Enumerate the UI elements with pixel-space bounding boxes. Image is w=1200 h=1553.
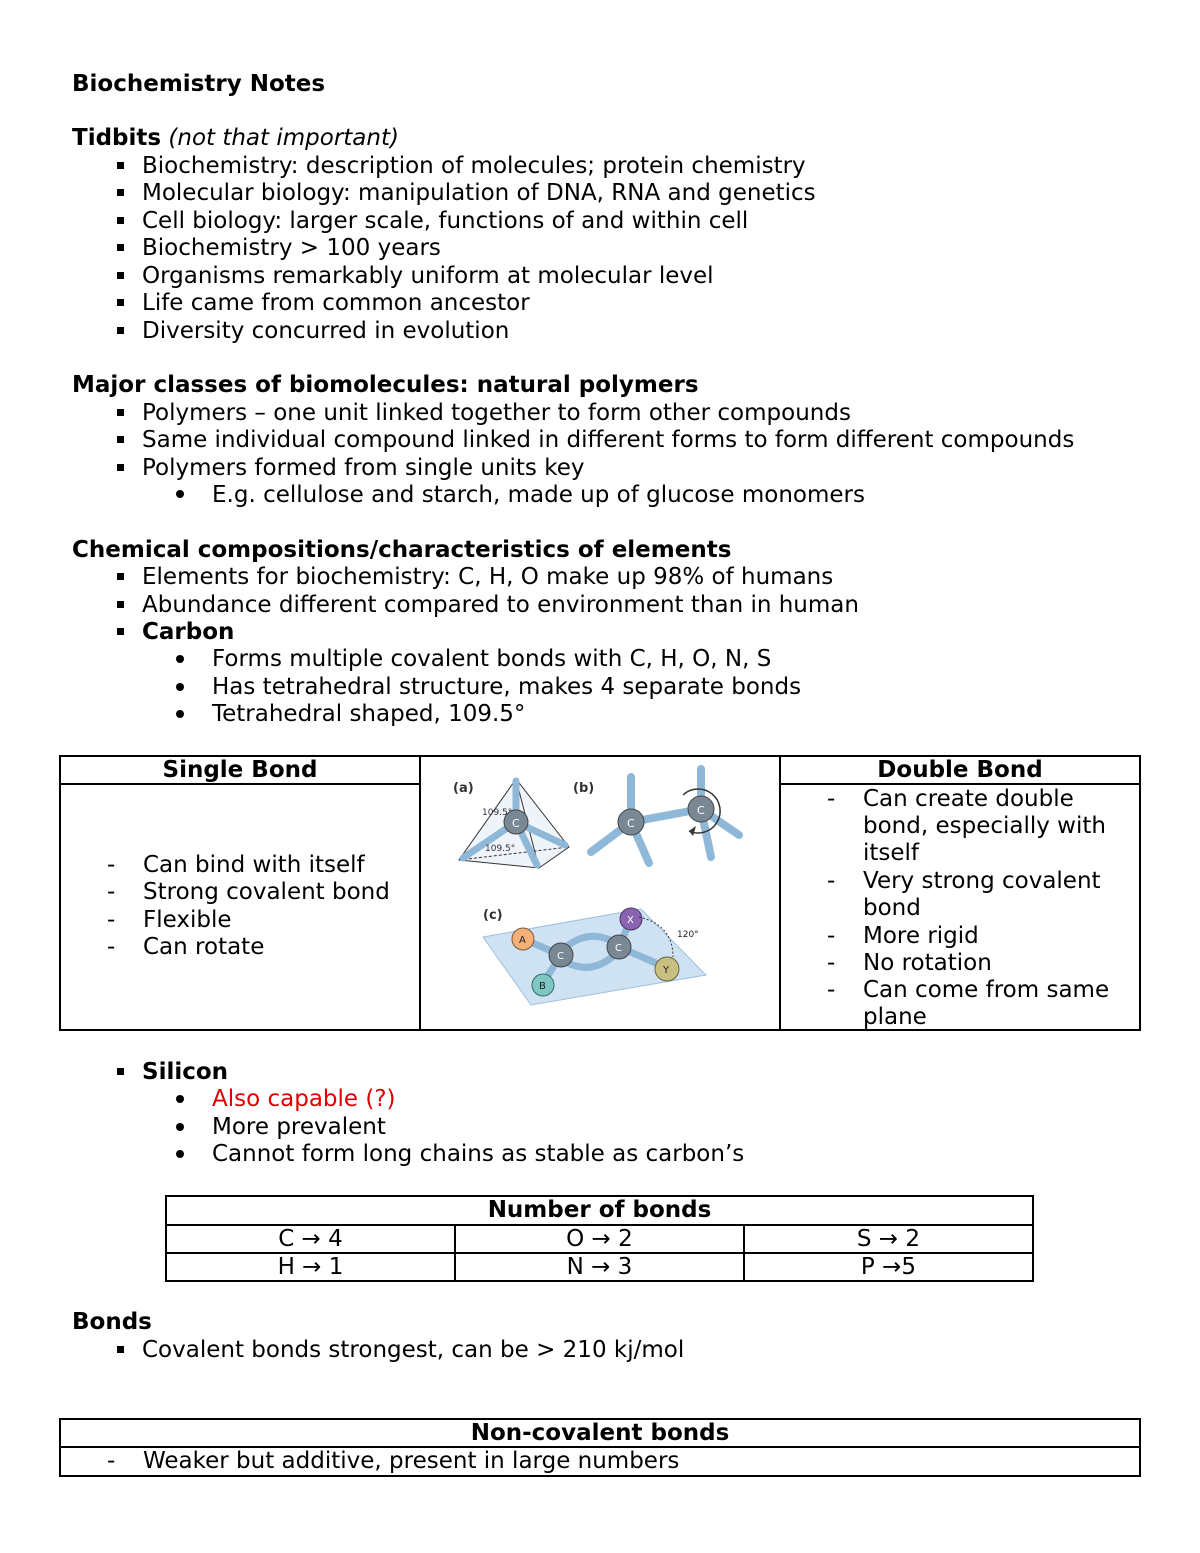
dash-bullet-icon: - xyxy=(827,950,836,976)
sub-list-item: E.g. cellulose and starch, made up of glucose monomers xyxy=(212,482,865,508)
list-item: Can bind with itself xyxy=(143,852,365,878)
dash-bullet-icon: - xyxy=(107,879,116,905)
square-bullet-icon xyxy=(117,217,124,224)
double-bond-plane-diagram xyxy=(483,908,706,1005)
table-cell: C → 4 xyxy=(166,1225,455,1253)
list-item: Covalent bonds strongest, can be > 210 kj/mol xyxy=(142,1337,685,1363)
carbon-atom-label: C xyxy=(615,943,622,954)
tidbits-heading-text: Tidbits xyxy=(72,125,162,151)
list-item: Flexible xyxy=(143,907,232,933)
single-bond-header: Single Bond xyxy=(162,757,318,783)
list-item: Life came from common ancestor xyxy=(142,290,530,316)
sub-list-item: Cannot form long chains as stable as carbon’s xyxy=(212,1141,745,1167)
square-bullet-icon xyxy=(117,244,124,251)
atom-x-label: X xyxy=(627,915,634,926)
angle-label: 109.5° xyxy=(482,808,513,818)
list-item-line: No rotation xyxy=(863,950,992,976)
square-bullet-icon xyxy=(117,573,124,580)
list-item-line: Can come from same xyxy=(863,977,1110,1003)
carbon-atom-label: C xyxy=(697,804,705,817)
list-item-line: More rigid xyxy=(863,923,979,949)
single-bond-rotation-diagram xyxy=(591,769,739,863)
angle-label: 120° xyxy=(677,930,699,940)
atom-b-label: B xyxy=(539,981,546,992)
carbon-atom-label: C xyxy=(557,951,564,962)
square-bullet-icon xyxy=(117,272,124,279)
list-item: Molecular biology: manipulation of DNA, RNA and genetics xyxy=(142,180,816,206)
highlighted-list-item: Also capable (?) xyxy=(212,1086,396,1112)
square-bullet-icon xyxy=(117,1068,124,1075)
panel-b-label: (b) xyxy=(573,781,595,796)
list-item-line: plane xyxy=(863,1004,927,1030)
single-bond-cell xyxy=(60,784,420,1030)
bond-comparison-table xyxy=(59,755,1141,1031)
round-bullet-icon xyxy=(176,710,184,718)
list-item-line: Very strong covalent xyxy=(863,868,1101,894)
sub-list-item: Forms multiple covalent bonds with C, H, O, N, S xyxy=(212,646,772,672)
number-of-bonds-header: Number of bonds xyxy=(487,1197,712,1223)
square-bullet-icon xyxy=(117,601,124,608)
square-bullet-icon xyxy=(117,409,124,416)
list-item: Can rotate xyxy=(143,934,265,960)
panel-c-label: (c) xyxy=(483,908,503,923)
list-item-line: itself xyxy=(863,840,920,866)
carbon-label: Carbon xyxy=(142,619,235,645)
square-bullet-icon xyxy=(117,327,124,334)
bond-figure-cell xyxy=(420,756,780,1030)
double-bond-header-cell xyxy=(780,756,1140,784)
round-bullet-icon xyxy=(176,655,184,663)
list-item: Biochemistry: description of molecules; protein chemistry xyxy=(142,153,806,179)
dash-bullet-icon: - xyxy=(107,907,116,933)
square-bullet-icon xyxy=(117,628,124,635)
list-item-line: bond, especially with xyxy=(863,813,1106,839)
number-of-bonds-table xyxy=(165,1195,1034,1282)
dash-bullet-icon: - xyxy=(107,934,116,960)
list-item-line: bond xyxy=(863,895,921,921)
table-cell: O → 2 xyxy=(455,1225,744,1253)
bonds-heading: Bonds xyxy=(72,1309,152,1335)
table-cell: H → 1 xyxy=(166,1253,455,1281)
non-covalent-table xyxy=(59,1418,1141,1477)
non-covalent-header: Non-covalent bonds xyxy=(470,1420,730,1446)
square-bullet-icon xyxy=(117,464,124,471)
double-bond-header: Double Bond xyxy=(877,757,1043,783)
tidbits-heading xyxy=(72,125,399,152)
list-item: Weaker but additive, present in large numbers xyxy=(143,1448,680,1474)
table-cell: P →5 xyxy=(744,1253,1033,1281)
tidbits-heading-note: (not that important) xyxy=(168,125,399,151)
non-covalent-header-cell xyxy=(60,1419,1140,1447)
silicon-label: Silicon xyxy=(142,1059,229,1085)
square-bullet-icon xyxy=(117,436,124,443)
atom-y-label: Y xyxy=(663,965,670,976)
double-bond-cell xyxy=(780,784,1140,1030)
round-bullet-icon xyxy=(176,1095,184,1103)
list-item: Polymers – one unit linked together to form other compounds xyxy=(142,400,851,426)
bond-geometry-figure xyxy=(421,757,779,1029)
square-bullet-icon xyxy=(117,1346,124,1353)
single-bond-header-cell xyxy=(60,756,420,784)
list-item: Biochemistry > 100 years xyxy=(142,235,441,261)
square-bullet-icon xyxy=(117,189,124,196)
round-bullet-icon xyxy=(176,490,184,498)
table-cell: S → 2 xyxy=(744,1225,1033,1253)
polymers-heading: Major classes of biomolecules: natural polymers xyxy=(72,372,699,398)
round-bullet-icon xyxy=(176,1150,184,1158)
doc-title: Biochemistry Notes xyxy=(72,71,326,97)
list-item-line: Can create double xyxy=(863,786,1074,812)
list-item: Diversity concurred in evolution xyxy=(142,318,510,344)
angle-label: 109.5° xyxy=(485,844,516,854)
dash-bullet-icon: - xyxy=(827,923,836,949)
sub-list-item: Has tetrahedral structure, makes 4 separate bonds xyxy=(212,674,802,700)
panel-a-label: (a) xyxy=(453,781,474,796)
carbon-atom-label: C xyxy=(627,817,635,830)
round-bullet-icon xyxy=(176,683,184,691)
table-cell: N → 3 xyxy=(455,1253,744,1281)
dash-bullet-icon: - xyxy=(107,852,116,878)
list-item: Polymers formed from single units key xyxy=(142,455,585,481)
dash-bullet-icon: - xyxy=(827,868,836,894)
non-covalent-body-cell xyxy=(60,1447,1140,1476)
sub-list-item: Tetrahedral shaped, 109.5° xyxy=(212,701,526,727)
square-bullet-icon xyxy=(117,162,124,169)
round-bullet-icon xyxy=(176,1123,184,1131)
tetrahedron-diagram xyxy=(459,779,569,868)
list-item: Abundance different compared to environment than in human xyxy=(142,592,859,618)
sub-list-item: More prevalent xyxy=(212,1114,386,1140)
number-of-bonds-header-cell xyxy=(166,1196,1033,1225)
elements-heading: Chemical compositions/characteristics of elements xyxy=(72,537,732,563)
dash-bullet-icon: - xyxy=(107,1448,116,1474)
arrowhead-icon xyxy=(689,826,696,836)
dash-bullet-icon: - xyxy=(827,786,836,812)
list-item: Elements for biochemistry: C, H, O make up 98% of humans xyxy=(142,564,834,590)
list-item: Same individual compound linked in different forms to form different compounds xyxy=(142,427,1075,453)
dash-bullet-icon: - xyxy=(827,977,836,1003)
square-bullet-icon xyxy=(117,299,124,306)
atom-a-label: A xyxy=(519,935,526,946)
list-item: Strong covalent bond xyxy=(143,879,390,905)
list-item: Cell biology: larger scale, functions of and within cell xyxy=(142,208,749,234)
carbon-atom-label: C xyxy=(512,817,520,830)
list-item: Organisms remarkably uniform at molecular level xyxy=(142,263,714,289)
